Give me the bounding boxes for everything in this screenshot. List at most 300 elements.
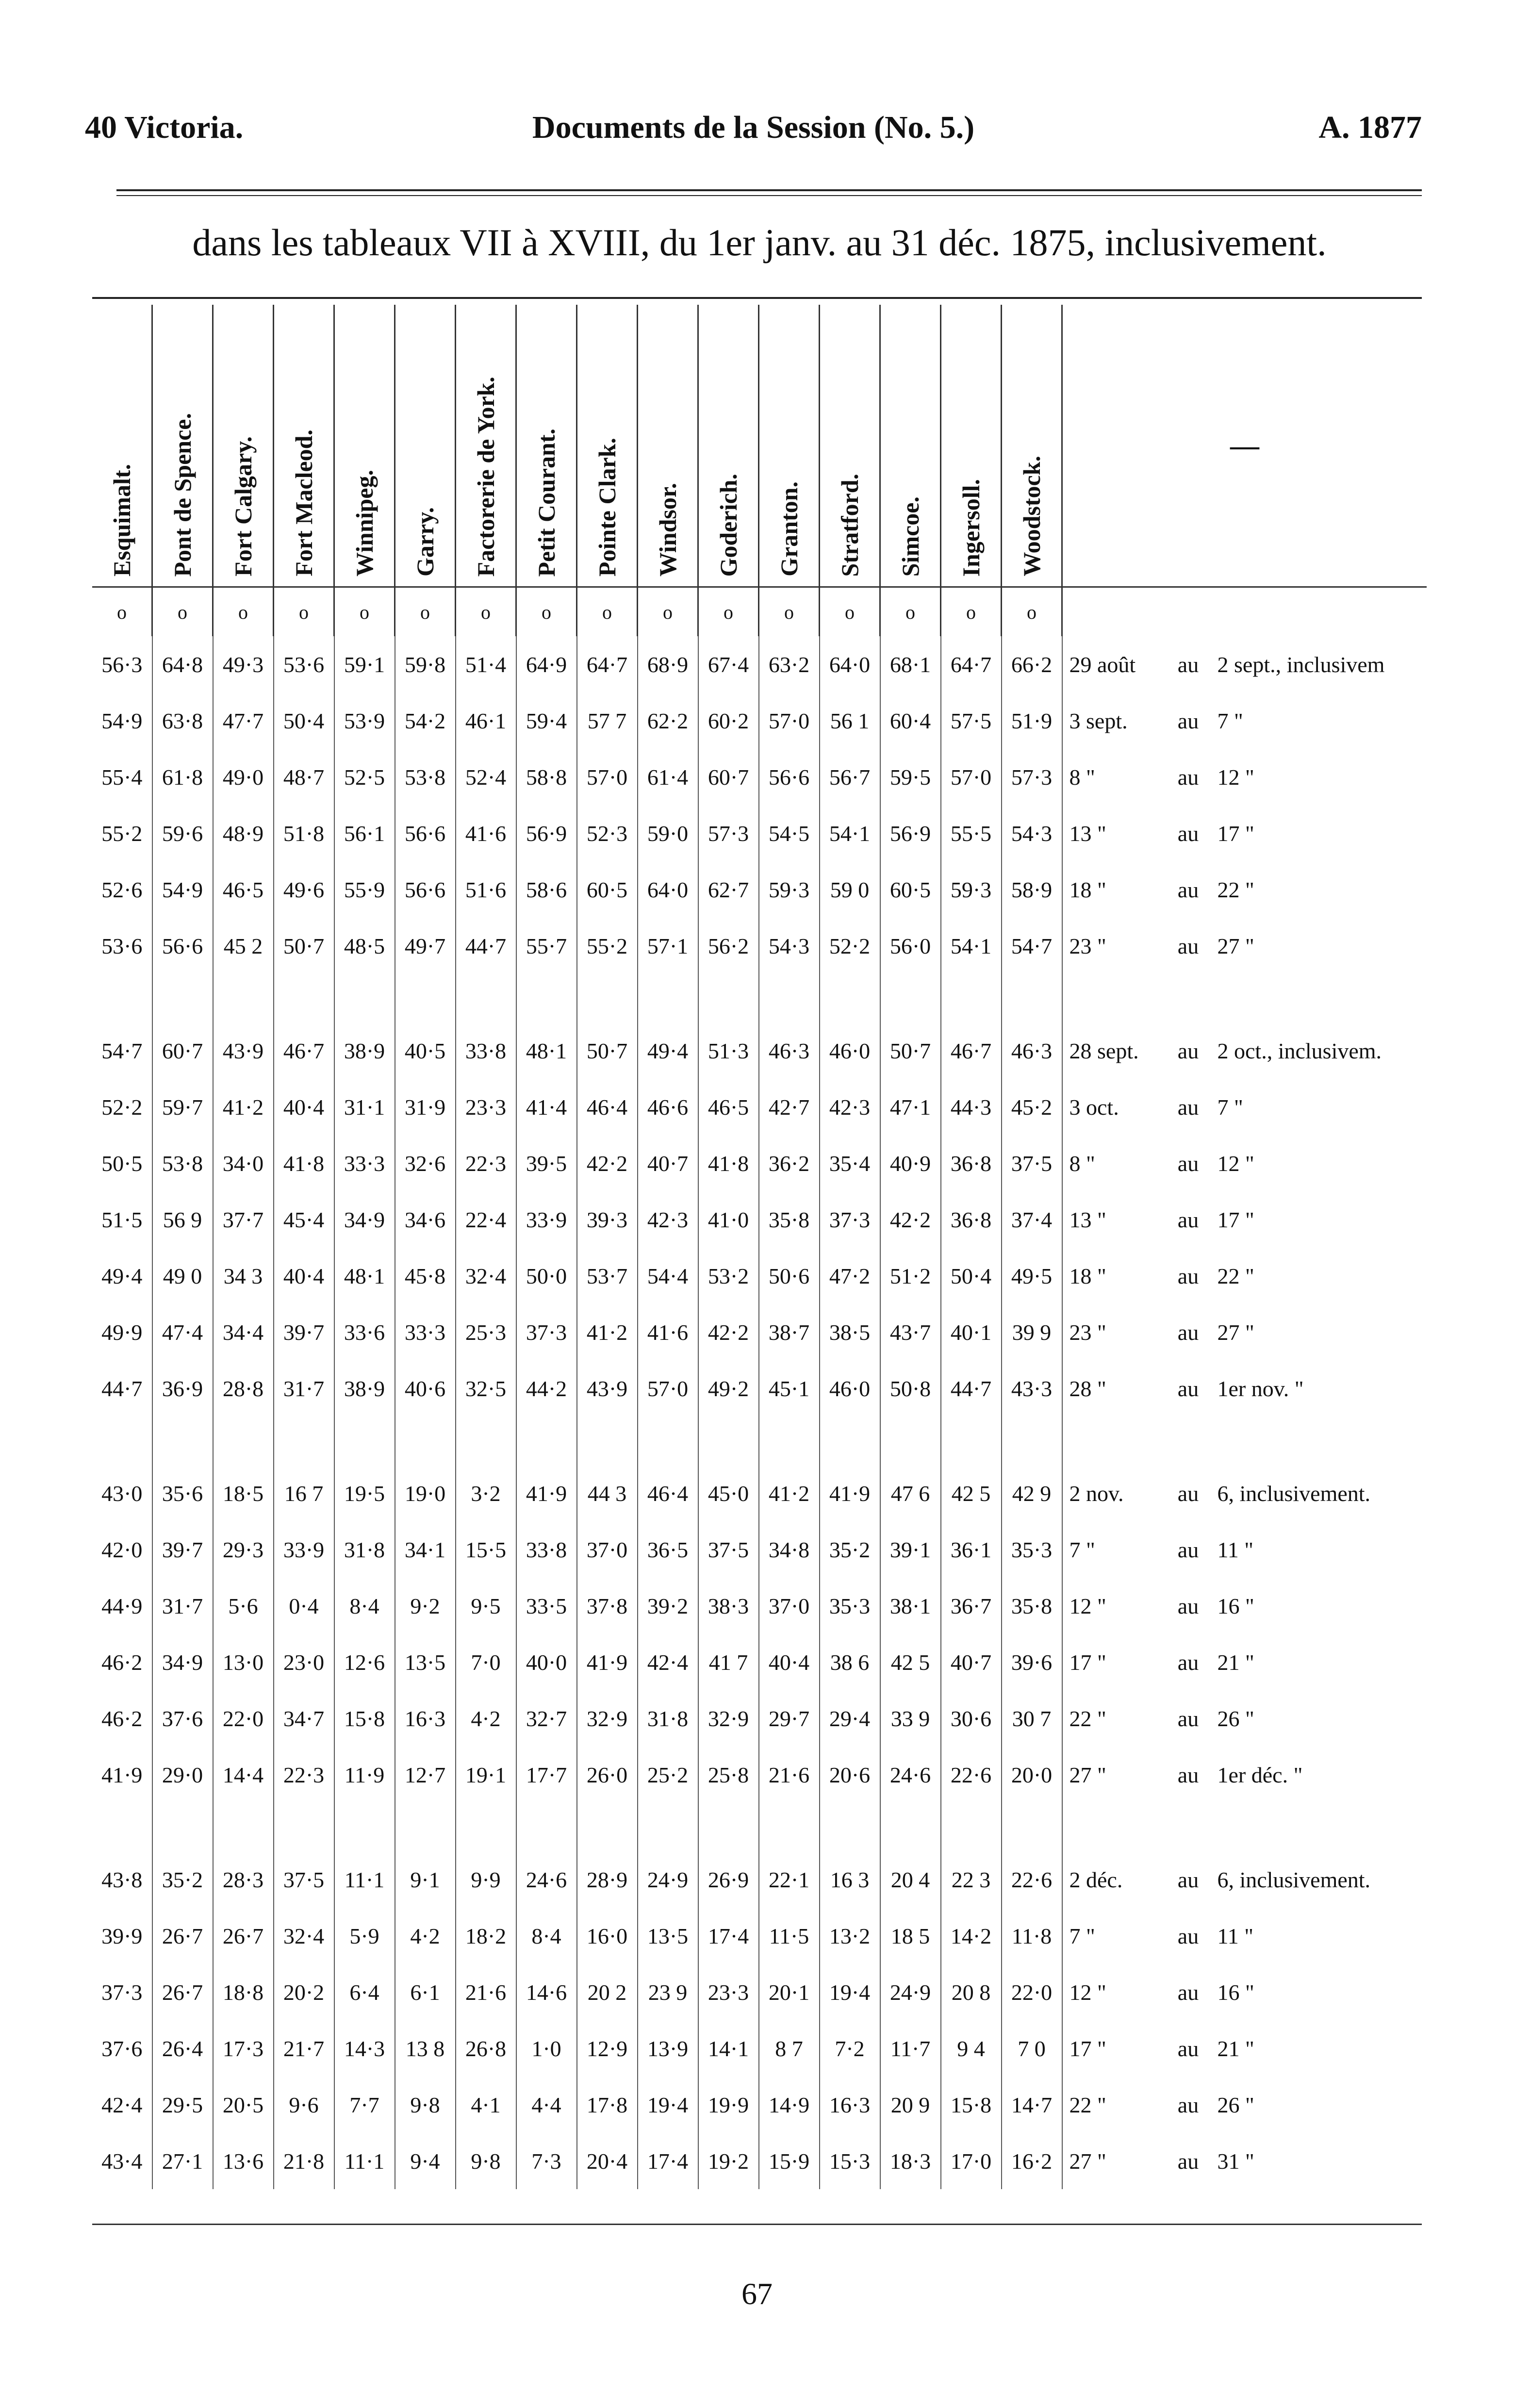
column-header-label: Garry. xyxy=(411,507,439,577)
temperature-cell: 32·7 xyxy=(516,1690,577,1747)
temperature-cell: 7·0 xyxy=(456,1634,516,1690)
temperature-cell: 14·2 xyxy=(941,1908,1002,1964)
period-end: 7 " xyxy=(1217,708,1243,733)
temperature-cell: 60·5 xyxy=(577,861,638,918)
column-header-label: Pointe Clark. xyxy=(593,437,621,577)
temperature-cell: 45·1 xyxy=(759,1360,820,1417)
period-end: 17 " xyxy=(1217,821,1254,846)
temperature-cell: 9·1 xyxy=(395,1851,456,1908)
table-row xyxy=(92,1135,1427,1191)
temperature-cell: 48·9 xyxy=(213,805,274,861)
temperature-cell: 43·9 xyxy=(213,1023,274,1079)
temperature-cell: 40·7 xyxy=(941,1634,1002,1690)
temperature-cell: 35·8 xyxy=(759,1191,820,1248)
temperature-cell: 36·8 xyxy=(941,1135,1002,1191)
temperature-cell: 38·5 xyxy=(820,1304,880,1360)
temperature-cell: 13 8 xyxy=(395,2020,456,2077)
period-cell xyxy=(1062,1634,1427,1690)
temperature-cell: 41·2 xyxy=(213,1079,274,1135)
separator-cell xyxy=(698,1803,759,1851)
separator-cell xyxy=(941,974,1002,1023)
period-connector: au xyxy=(1177,1867,1199,1892)
temperature-cell: 56·1 xyxy=(334,805,395,861)
temperature-cell: 57·5 xyxy=(941,693,1002,749)
temperature-cell: 13·9 xyxy=(638,2020,698,2077)
temperature-cell: 37·0 xyxy=(759,1578,820,1634)
column-header-label: Stratford. xyxy=(836,473,863,577)
temperature-cell: 49·6 xyxy=(274,861,334,918)
temperature-cell: 37·5 xyxy=(274,1851,334,1908)
temperature-cell: 33·6 xyxy=(334,1304,395,1360)
temperature-cell: 34·9 xyxy=(152,1634,213,1690)
degree-unit: o xyxy=(1002,587,1062,637)
table-row xyxy=(92,1248,1427,1304)
temperature-cell: 48·1 xyxy=(334,1248,395,1304)
temperature-cell: 15·8 xyxy=(334,1690,395,1747)
column-header xyxy=(456,305,516,587)
period-connector: au xyxy=(1177,1593,1199,1618)
temperature-cell: 46·1 xyxy=(456,693,516,749)
temperature-cell: 42·7 xyxy=(759,1079,820,1135)
period-start: 8 " xyxy=(1069,764,1095,790)
temperature-cell: 51·3 xyxy=(698,1023,759,1079)
period-start: 17 " xyxy=(1069,2036,1106,2061)
temperature-cell: 67·4 xyxy=(698,636,759,693)
temperature-cell: 20 2 xyxy=(577,1964,638,2020)
temperature-cell: 50·7 xyxy=(577,1023,638,1079)
temperature-cell: 53·6 xyxy=(101,933,143,958)
temperature-cell: 26·8 xyxy=(456,2020,516,2077)
temperature-cell: 21·8 xyxy=(274,2133,334,2189)
period-start: 23 " xyxy=(1069,933,1106,958)
period-header: — xyxy=(1062,305,1427,587)
separator-cell xyxy=(213,1417,274,1465)
temperature-cell: 9·4 xyxy=(395,2133,456,2189)
temperature-cell: 34·7 xyxy=(274,1690,334,1747)
temperature-cell: 40·1 xyxy=(941,1304,1002,1360)
degree-unit: o xyxy=(759,587,820,637)
separator-cell xyxy=(1002,1417,1062,1465)
temperature-cell: 49·4 xyxy=(638,1023,698,1079)
temperature-cell: 55·2 xyxy=(101,821,143,846)
period-end: 22 " xyxy=(1217,877,1254,902)
period-cell xyxy=(1062,1851,1427,1908)
period-end: 2 sept., inclusivem xyxy=(1217,652,1385,677)
temperature-cell: 35·4 xyxy=(820,1135,880,1191)
temperature-cell: 53·8 xyxy=(152,1135,213,1191)
separator-cell xyxy=(334,1417,395,1465)
temperature-cell: 20·5 xyxy=(213,2077,274,2133)
temperature-cell: 21·7 xyxy=(274,2020,334,2077)
period-end: 31 " xyxy=(1217,2148,1254,2174)
period-end: 17 " xyxy=(1217,1207,1254,1232)
temperature-cell: 62·7 xyxy=(698,861,759,918)
period-connector: au xyxy=(1177,1151,1199,1176)
temperature-cell: 35·2 xyxy=(152,1851,213,1908)
temperature-cell: 17·7 xyxy=(516,1747,577,1803)
temperature-cell: 43·0 xyxy=(101,1481,143,1506)
header-year: A. 1877 xyxy=(1318,110,1422,145)
temperature-cell: 41·9 xyxy=(101,1762,143,1787)
separator-cell xyxy=(274,974,334,1023)
temperature-cell: 41·6 xyxy=(456,805,516,861)
temperature-cell: 29·4 xyxy=(820,1690,880,1747)
table-row xyxy=(92,1360,1427,1417)
temperature-cell: 40·4 xyxy=(274,1248,334,1304)
column-header-label: Pont de Spence. xyxy=(169,412,196,577)
temperature-cell: 22·6 xyxy=(941,1747,1002,1803)
temperature-cell: 16·2 xyxy=(1002,2133,1062,2189)
period-cell xyxy=(1062,861,1427,918)
temperature-cell: 42·2 xyxy=(577,1135,638,1191)
temperature-cell: 55·4 xyxy=(101,764,143,790)
period-end: 26 " xyxy=(1217,1706,1254,1731)
table-row xyxy=(92,2133,1427,2189)
temperature-cell: 5·9 xyxy=(334,1908,395,1964)
period-connector: au xyxy=(1177,1481,1199,1506)
temperature-cell: 64·9 xyxy=(516,636,577,693)
temperature-cell: 42·4 xyxy=(638,1634,698,1690)
temperature-cell: 59 0 xyxy=(820,861,880,918)
temperature-cell: 56·2 xyxy=(698,918,759,974)
temperature-cell: 61·4 xyxy=(638,749,698,805)
temperature-cell: 9·2 xyxy=(395,1578,456,1634)
table-row xyxy=(92,749,1427,805)
temperature-cell: 37·4 xyxy=(1002,1191,1062,1248)
temperature-cell: 56 9 xyxy=(152,1191,213,1248)
degree-unit: o xyxy=(92,587,152,637)
period-cell xyxy=(1062,1747,1427,1803)
temperature-cell: 34·1 xyxy=(395,1521,456,1578)
degree-unit: o xyxy=(274,587,334,637)
degree-unit: o xyxy=(880,587,941,637)
temperature-cell: 46·7 xyxy=(274,1023,334,1079)
temperature-cell: 39·9 xyxy=(101,1923,143,1948)
temperature-cell: 13·5 xyxy=(638,1908,698,1964)
period-connector: au xyxy=(1177,1207,1199,1232)
temperature-cell: 13·6 xyxy=(213,2133,274,2189)
temperature-cell: 43·9 xyxy=(577,1360,638,1417)
separator-cell xyxy=(395,1803,456,1851)
period-end: 11 " xyxy=(1217,1537,1254,1562)
column-header xyxy=(1002,305,1062,587)
temperature-cell: 23·3 xyxy=(456,1079,516,1135)
period-start: 27 " xyxy=(1069,1762,1106,1787)
temperature-cell: 53·2 xyxy=(698,1248,759,1304)
temperature-cell: 24·9 xyxy=(638,1851,698,1908)
temperature-cell: 14·9 xyxy=(759,2077,820,2133)
temperature-cell: 57·1 xyxy=(638,918,698,974)
table-top-rule xyxy=(92,297,1422,299)
column-header xyxy=(213,305,274,587)
temperature-cell: 49 0 xyxy=(152,1248,213,1304)
temperature-cell: 34·6 xyxy=(395,1191,456,1248)
separator-cell xyxy=(1062,1803,1427,1851)
separator-cell xyxy=(92,1417,152,1465)
period-start: 23 " xyxy=(1069,1319,1106,1345)
temperature-cell: 44·7 xyxy=(456,918,516,974)
temperature-cell: 38 6 xyxy=(820,1634,880,1690)
temperature-cell: 42 5 xyxy=(941,1465,1002,1521)
table-row xyxy=(92,1304,1427,1360)
period-start: 22 " xyxy=(1069,1706,1106,1731)
temperature-cell: 23·0 xyxy=(274,1634,334,1690)
header-rule xyxy=(116,189,1422,191)
period-connector: au xyxy=(1177,764,1199,790)
separator-cell xyxy=(213,1803,274,1851)
column-header-label: Fort Calgary. xyxy=(230,436,257,577)
temperature-cell: 3·2 xyxy=(456,1465,516,1521)
temperature-cell: 33·5 xyxy=(516,1578,577,1634)
temperature-cell: 64·7 xyxy=(941,636,1002,693)
separator-cell xyxy=(395,1417,456,1465)
period-connector: au xyxy=(1177,2036,1199,2061)
temperature-cell: 9·5 xyxy=(456,1578,516,1634)
column-header-label: Esquimalt. xyxy=(108,463,135,577)
temperature-cell: 48·1 xyxy=(516,1023,577,1079)
temperature-cell: 59·0 xyxy=(638,805,698,861)
header-title: Documents de la Session (No. 5.) xyxy=(532,110,975,145)
period-cell xyxy=(1062,2077,1427,2133)
temperature-cell: 11·1 xyxy=(334,1851,395,1908)
temperature-cell: 58·6 xyxy=(516,861,577,918)
temperature-cell: 42·0 xyxy=(101,1537,143,1562)
temperature-cell: 57 7 xyxy=(577,693,638,749)
temperature-cell: 4·2 xyxy=(395,1908,456,1964)
temperature-cell: 15·8 xyxy=(941,2077,1002,2133)
temperature-cell: 46·3 xyxy=(1002,1023,1062,1079)
temperature-cell: 53·6 xyxy=(274,636,334,693)
temperature-cell: 33·8 xyxy=(456,1023,516,1079)
temperature-cell: 20·2 xyxy=(274,1964,334,2020)
period-connector: au xyxy=(1177,1979,1199,2005)
temperature-cell: 17·4 xyxy=(698,1908,759,1964)
temperature-cell: 54·4 xyxy=(638,1248,698,1304)
temperature-cell: 36·9 xyxy=(152,1360,213,1417)
temperature-cell: 33·9 xyxy=(274,1521,334,1578)
table-row xyxy=(92,1908,1427,1964)
temperature-cell: 37·6 xyxy=(101,2036,143,2061)
temperature-cell: 59·8 xyxy=(395,636,456,693)
temperature-cell: 36·5 xyxy=(638,1521,698,1578)
temperature-cell: 20 4 xyxy=(880,1851,941,1908)
column-header-label: Petit Courant. xyxy=(533,428,560,577)
temperature-cell: 13·5 xyxy=(395,1634,456,1690)
period-connector: au xyxy=(1177,877,1199,902)
temperature-cell: 16·3 xyxy=(820,2077,880,2133)
temperature-cell: 19·1 xyxy=(456,1747,516,1803)
table-row xyxy=(92,1851,1427,1908)
table-row xyxy=(92,1964,1427,2020)
temperature-cell: 44·7 xyxy=(101,1376,143,1401)
temperature-cell: 68·9 xyxy=(638,636,698,693)
temperature-cell: 16·0 xyxy=(577,1908,638,1964)
separator-cell xyxy=(638,1803,698,1851)
temperature-cell: 31·7 xyxy=(274,1360,334,1417)
period-connector: au xyxy=(1177,652,1199,677)
period-start: 7 " xyxy=(1069,1923,1095,1948)
separator-cell xyxy=(456,974,516,1023)
column-header xyxy=(274,305,334,587)
temperature-cell: 13·2 xyxy=(820,1908,880,1964)
period-start: 28 sept. xyxy=(1069,1038,1139,1063)
temperature-cell: 41·0 xyxy=(698,1191,759,1248)
temperature-cell: 9·6 xyxy=(274,2077,334,2133)
temperature-cell: 20·4 xyxy=(577,2133,638,2189)
temperature-cell: 35·2 xyxy=(820,1521,880,1578)
temperature-cell: 19·2 xyxy=(698,2133,759,2189)
temperature-cell: 36·1 xyxy=(941,1521,1002,1578)
temperature-cell: 26·7 xyxy=(152,1908,213,1964)
period-end: 27 " xyxy=(1217,1319,1254,1345)
temperature-cell: 57·0 xyxy=(638,1360,698,1417)
temperature-cell: 32·6 xyxy=(395,1135,456,1191)
period-cell xyxy=(1062,1690,1427,1747)
temperature-cell: 59·4 xyxy=(516,693,577,749)
period-end: 12 " xyxy=(1217,764,1254,790)
temperature-cell: 59·3 xyxy=(759,861,820,918)
table-row xyxy=(92,805,1427,861)
temperature-cell: 28·9 xyxy=(577,1851,638,1908)
period-connector: au xyxy=(1177,1762,1199,1787)
temperature-cell: 25·3 xyxy=(456,1304,516,1360)
column-header-label: Winnipeg. xyxy=(351,470,378,577)
temperature-cell: 54·3 xyxy=(759,918,820,974)
table-row xyxy=(92,1747,1427,1803)
temperature-cell: 34·0 xyxy=(213,1135,274,1191)
temperature-cell: 33·3 xyxy=(334,1135,395,1191)
temperature-cell: 52·3 xyxy=(577,805,638,861)
column-header xyxy=(516,305,577,587)
period-end: 22 " xyxy=(1217,1263,1254,1288)
header-rule-thin xyxy=(116,195,1422,196)
temperature-cell: 14·4 xyxy=(213,1747,274,1803)
temperature-cell: 47·7 xyxy=(213,693,274,749)
temperature-cell: 54·7 xyxy=(101,1038,143,1063)
table-row xyxy=(92,1634,1427,1690)
period-end: 16 " xyxy=(1217,1593,1254,1618)
temperature-cell: 49·4 xyxy=(101,1263,143,1288)
temperature-cell: 39·1 xyxy=(880,1521,941,1578)
temperature-cell: 61·8 xyxy=(152,749,213,805)
separator-cell xyxy=(880,974,941,1023)
temperature-cell: 39·7 xyxy=(274,1304,334,1360)
temperature-cell: 43·7 xyxy=(880,1304,941,1360)
temperature-cell: 20 9 xyxy=(880,2077,941,2133)
separator-cell xyxy=(577,974,638,1023)
temperature-cell: 33·9 xyxy=(516,1191,577,1248)
period-end: 16 " xyxy=(1217,1979,1254,2005)
temperature-cell: 32·4 xyxy=(456,1248,516,1304)
table-row xyxy=(92,1521,1427,1578)
temperature-cell: 50·0 xyxy=(516,1248,577,1304)
temperature-cell: 46·2 xyxy=(101,1706,143,1731)
temperature-cell: 22 3 xyxy=(941,1851,1002,1908)
temperature-cell: 59·3 xyxy=(941,861,1002,918)
period-start: 2 nov. xyxy=(1069,1481,1124,1506)
temperature-cell: 41·6 xyxy=(638,1304,698,1360)
temperature-cell: 51·4 xyxy=(456,636,516,693)
temperature-cell: 22·3 xyxy=(274,1747,334,1803)
column-header xyxy=(92,305,152,587)
separator-cell xyxy=(638,1417,698,1465)
temperature-cell: 30·6 xyxy=(941,1690,1002,1747)
period-start: 22 " xyxy=(1069,2092,1106,2117)
period-cell xyxy=(1062,1360,1427,1417)
temperature-cell: 20 8 xyxy=(941,1964,1002,2020)
temperature-cell: 8 7 xyxy=(759,2020,820,2077)
temperature-cell: 59·5 xyxy=(880,749,941,805)
temperature-cell: 53·8 xyxy=(395,749,456,805)
temperature-cell: 63·8 xyxy=(152,693,213,749)
temperature-cell: 7 0 xyxy=(1002,2020,1062,2077)
temperature-cell: 59·1 xyxy=(334,636,395,693)
temperature-cell: 56·7 xyxy=(820,749,880,805)
temperature-cell: 13·0 xyxy=(213,1634,274,1690)
period-connector: au xyxy=(1177,1706,1199,1731)
separator-cell xyxy=(941,1803,1002,1851)
temperature-cell: 60·4 xyxy=(880,693,941,749)
temperature-cell: 23·3 xyxy=(698,1964,759,2020)
period-end: 7 " xyxy=(1217,1094,1243,1120)
period-start: 13 " xyxy=(1069,1207,1106,1232)
temperature-cell: 17·4 xyxy=(638,2133,698,2189)
temperature-cell: 22·4 xyxy=(456,1191,516,1248)
temperature-cell: 54·2 xyxy=(395,693,456,749)
temperature-cell: 37·5 xyxy=(698,1521,759,1578)
period-end: 21 " xyxy=(1217,1649,1254,1675)
temperature-cell: 14·6 xyxy=(516,1964,577,2020)
table-row xyxy=(92,2020,1427,2077)
column-header xyxy=(395,305,456,587)
period-connector: au xyxy=(1177,1319,1199,1345)
period-cell xyxy=(1062,1465,1427,1521)
separator-cell xyxy=(516,1803,577,1851)
period-connector: au xyxy=(1177,933,1199,958)
period-start: 8 " xyxy=(1069,1151,1095,1176)
temperature-cell: 54·1 xyxy=(941,918,1002,974)
temperature-cell: 9·8 xyxy=(395,2077,456,2133)
temperature-cell: 42·2 xyxy=(698,1304,759,1360)
temperature-cell: 35·3 xyxy=(820,1578,880,1634)
temperature-cell: 50·4 xyxy=(941,1248,1002,1304)
period-cell xyxy=(1062,693,1427,749)
period-connector: au xyxy=(1177,1263,1199,1288)
temperature-cell: 46·5 xyxy=(698,1079,759,1135)
separator-cell xyxy=(577,1803,638,1851)
period-cell xyxy=(1062,636,1427,693)
temperature-cell: 48·5 xyxy=(334,918,395,974)
temperature-cell: 36·7 xyxy=(941,1578,1002,1634)
temperature-cell: 54·3 xyxy=(1002,805,1062,861)
period-cell xyxy=(1062,2133,1427,2189)
temperature-cell: 56·9 xyxy=(516,805,577,861)
temperature-cell: 45·0 xyxy=(698,1465,759,1521)
separator-cell xyxy=(516,1417,577,1465)
temperature-cell: 41·2 xyxy=(759,1465,820,1521)
running-header xyxy=(85,109,1422,163)
separator-cell xyxy=(759,1803,820,1851)
temperature-cell: 34·4 xyxy=(213,1304,274,1360)
temperature-cell: 52·2 xyxy=(820,918,880,974)
degree-unit: o xyxy=(820,587,880,637)
period-start: 3 sept. xyxy=(1069,708,1128,733)
temperature-cell: 11·1 xyxy=(334,2133,395,2189)
temperature-cell: 42·2 xyxy=(880,1191,941,1248)
column-header xyxy=(698,305,759,587)
period-start: 12 " xyxy=(1069,1979,1106,2005)
temperature-cell: 33 9 xyxy=(880,1690,941,1747)
